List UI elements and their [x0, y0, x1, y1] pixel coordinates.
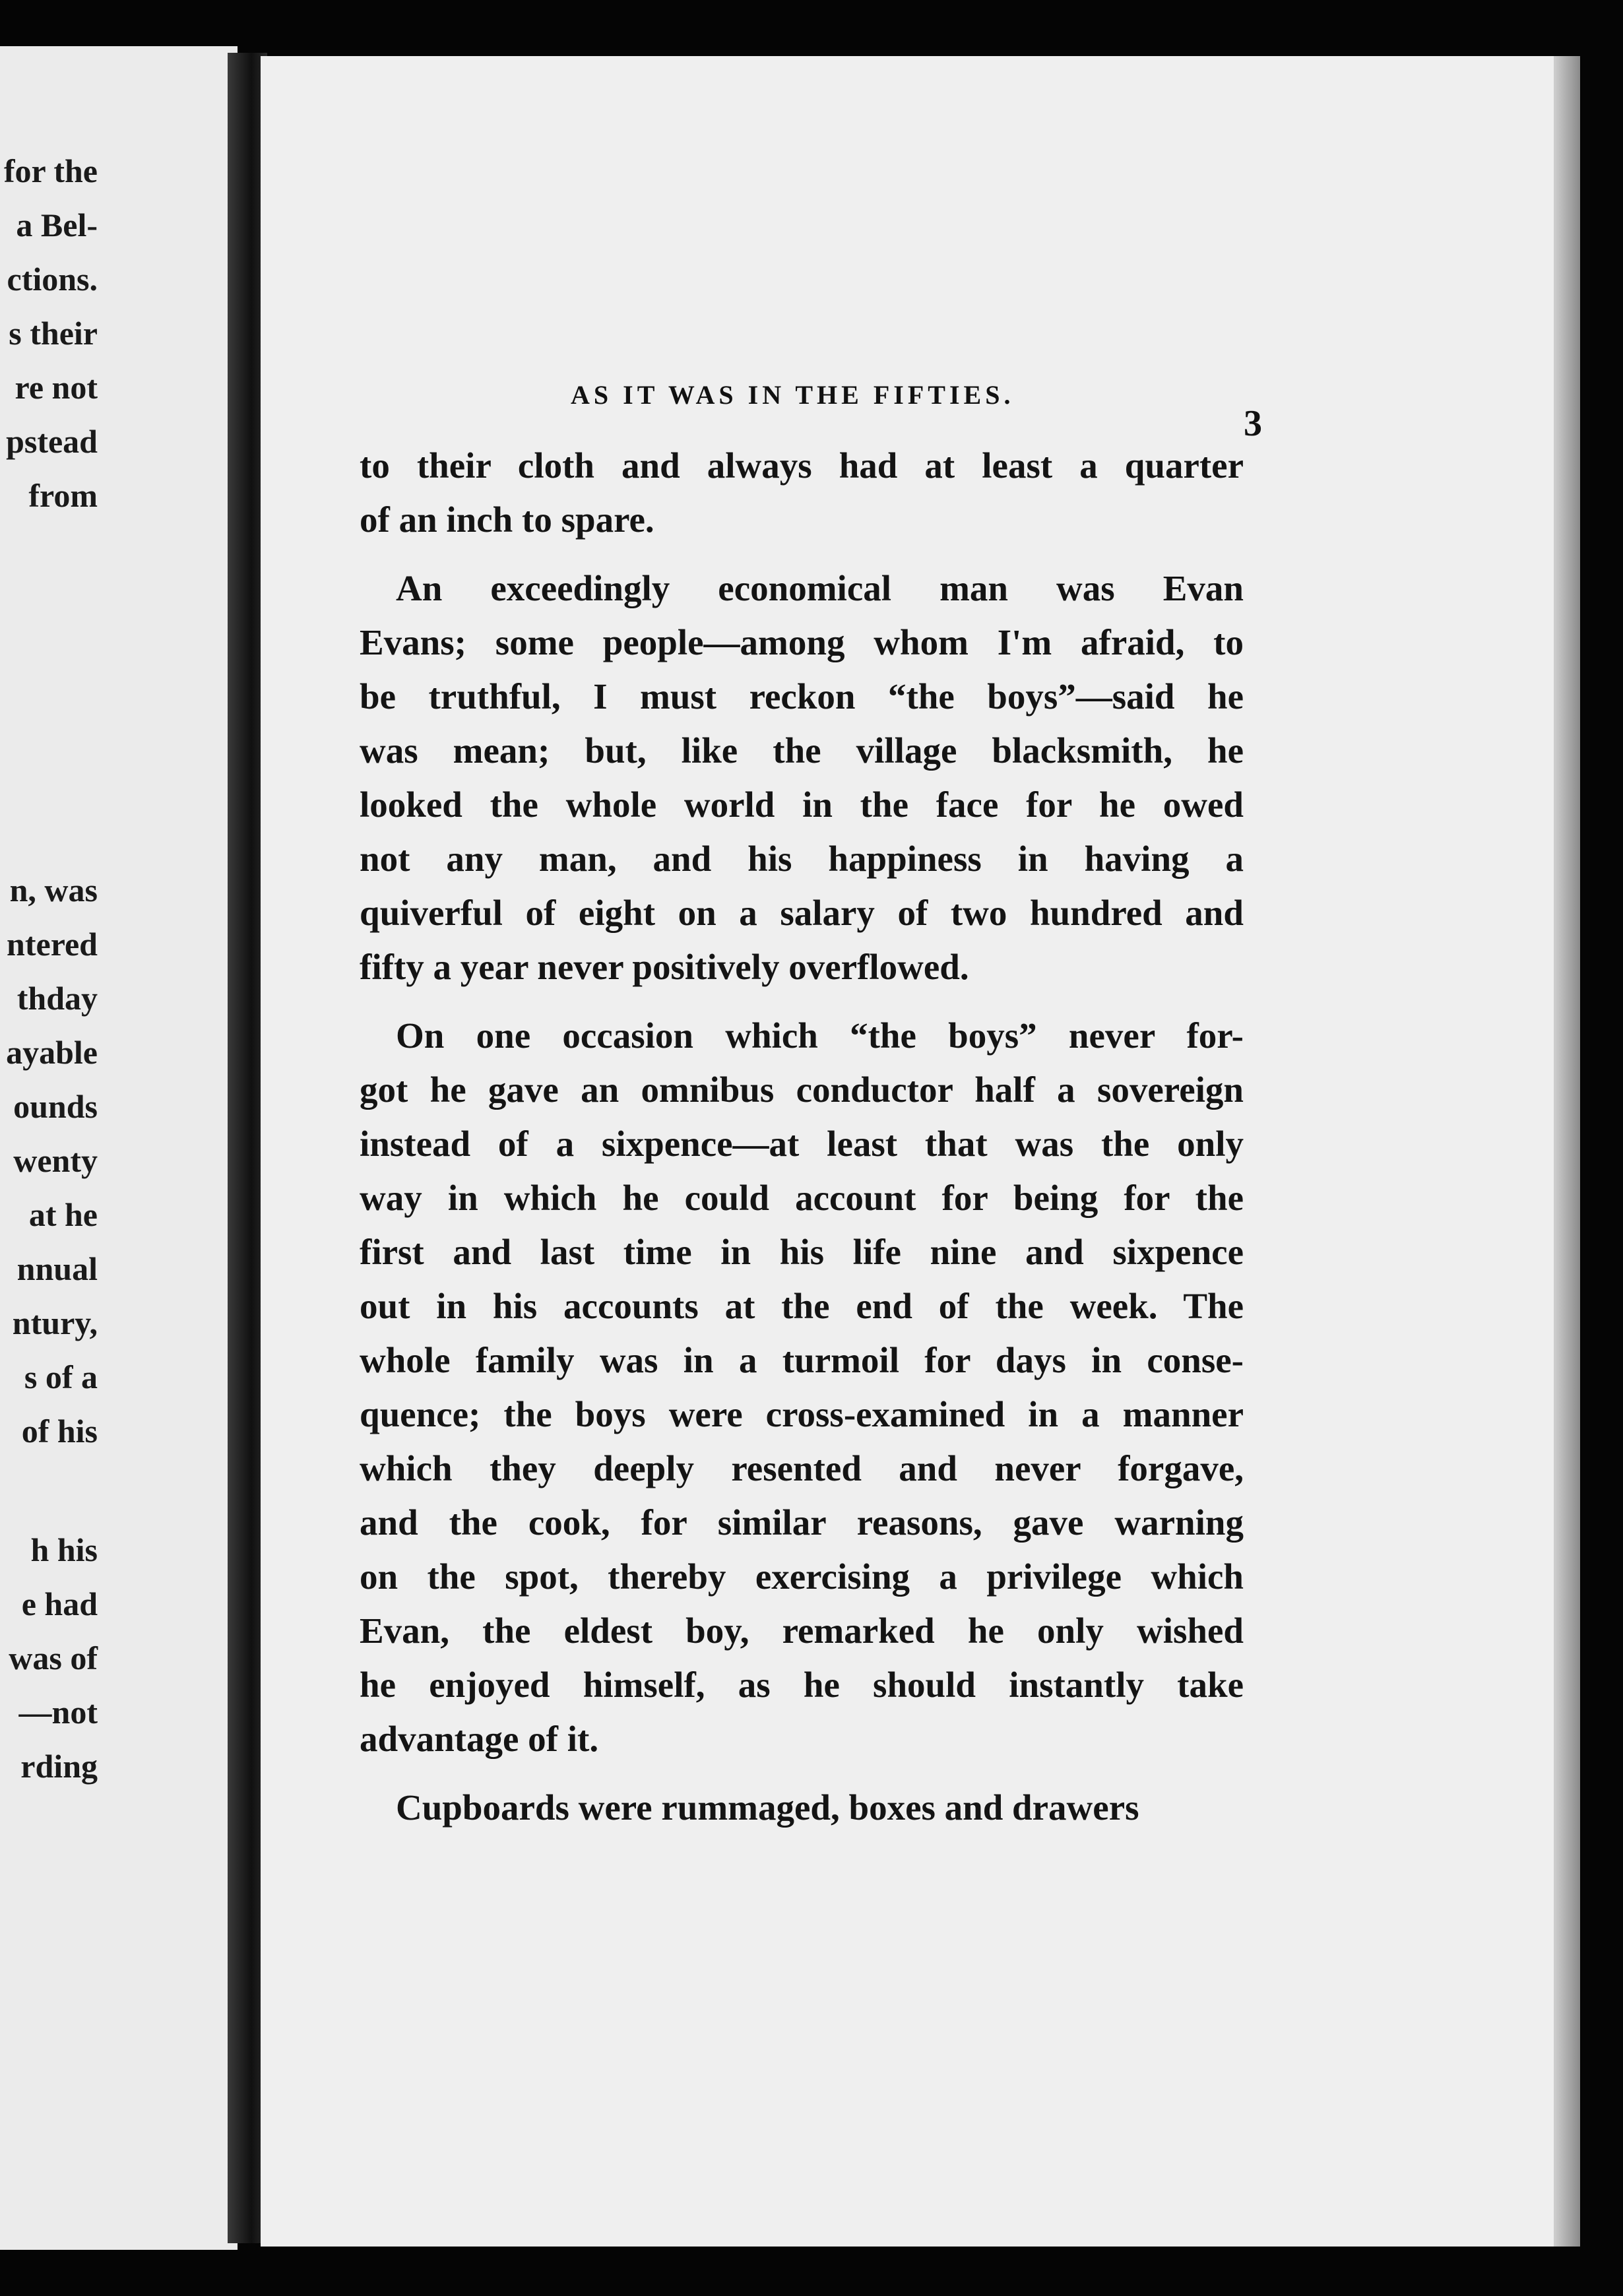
left-page-fragment: —not: [18, 1694, 98, 1731]
left-page-fragment: pstead: [6, 423, 98, 460]
left-page-fragment: nnual: [16, 1250, 98, 1287]
text-line: on the spot, thereby exercising a privilege which: [360, 1556, 1244, 1597]
text-line: to their cloth and always had at least a quarter: [360, 445, 1244, 486]
left-page-fragment: e had: [21, 1585, 98, 1622]
left-page-fragment: wenty: [13, 1142, 98, 1179]
left-page-fragment: thday: [16, 980, 98, 1017]
left-page-fragment: at he: [28, 1196, 98, 1233]
text-line: On one occasion which “the boys” never for-: [396, 1015, 1244, 1056]
right-page: [261, 56, 1580, 2247]
text-line: he enjoyed himself, as he should instantly take: [360, 1665, 1244, 1705]
text-line: be truthful, I must reckon “the boys”—said he: [360, 676, 1244, 717]
left-page-fragment: s of a: [24, 1358, 98, 1395]
left-page-fragment: h his: [30, 1531, 98, 1568]
text-line: Cupboards were rummaged, boxes and drawers: [396, 1787, 1139, 1828]
paragraph: [360, 1009, 1244, 1766]
text-line: and the cook, for similar reasons, gave warning: [360, 1502, 1244, 1543]
left-page-fragment: re not: [15, 369, 98, 406]
text-line: out in his accounts at the end of the week. The: [360, 1286, 1244, 1326]
page-edge: [1554, 56, 1580, 2247]
page-number: 3: [1244, 403, 1262, 444]
left-page-fragment: n, was: [9, 872, 98, 909]
text-line: quence; the boys were cross-examined in a manner: [360, 1394, 1244, 1434]
left-page-fragment: a Bel-: [16, 207, 98, 243]
left-page-fragment: was of: [9, 1640, 98, 1676]
text-line: was mean; but, like the village blacksmith, he: [360, 730, 1244, 771]
text-line: advantage of it.: [360, 1719, 599, 1759]
paragraph: [360, 439, 1244, 547]
text-line: quiverful of eight on a salary of two hundred and: [360, 893, 1244, 933]
text-line: of an inch to spare.: [360, 499, 654, 540]
text-line: got he gave an omnibus conductor half a sovereign: [360, 1069, 1244, 1110]
text-line: fifty a year never positively overflowed.: [360, 947, 969, 987]
paragraph: [360, 1781, 1244, 1835]
left-page-fragment: ctions.: [7, 261, 98, 298]
left-page-fragment: ntered: [7, 926, 98, 963]
text-line: Evans; some people—among whom I'm afraid, to: [360, 622, 1244, 662]
body-text: [360, 439, 1244, 1849]
left-page-fragment: ntury,: [12, 1304, 98, 1341]
text-line: instead of a sixpence—at least that was the only: [360, 1124, 1244, 1164]
left-page-fragment: s their: [9, 315, 98, 352]
running-header: AS IT WAS IN THE FIFTIES.: [571, 380, 1015, 410]
left-page-fragment: for the: [3, 152, 98, 189]
left-page: [0, 46, 238, 2250]
text-line: Evan, the eldest boy, remarked he only wished: [360, 1610, 1244, 1651]
text-line: whole family was in a turmoil for days in conse-: [360, 1340, 1244, 1380]
left-page-fragment: ounds: [13, 1088, 98, 1125]
left-page-fragment: from: [28, 477, 98, 514]
text-line: An exceedingly economical man was Evan: [396, 568, 1244, 608]
text-line: way in which he could account for being for the: [360, 1178, 1244, 1218]
left-page-fragment: rding: [20, 1748, 98, 1785]
text-line: first and last time in his life nine and sixpence: [360, 1232, 1244, 1272]
text-line: which they deeply resented and never forgave,: [360, 1448, 1244, 1488]
left-page-fragment: of his: [21, 1413, 98, 1450]
text-line: looked the whole world in the face for he owed: [360, 784, 1244, 825]
paragraph: [360, 561, 1244, 994]
left-page-fragment: ayable: [6, 1034, 98, 1071]
text-line: not any man, and his happiness in having a: [360, 839, 1244, 879]
